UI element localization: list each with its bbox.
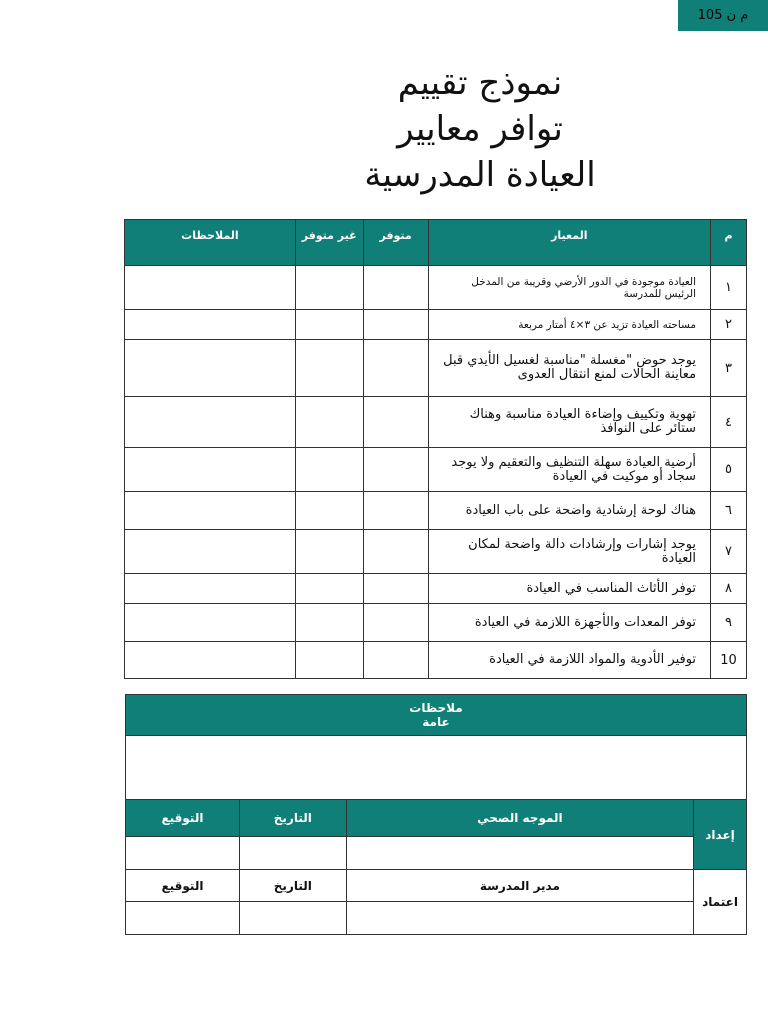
header-not-available: غير متوفر (295, 220, 363, 266)
general-notes-header-row (126, 695, 747, 736)
prepared-fill-row (126, 837, 747, 870)
header-number: م (711, 220, 747, 266)
row-criterion: توفير الأدوية والمواد اللازمة في العيادة (428, 642, 710, 679)
table-row (125, 397, 747, 448)
title-line-3: العيادة المدرسية (364, 155, 596, 195)
row-number: ٧ (711, 530, 747, 574)
prepared-signature-label: التوقيع (126, 800, 240, 837)
school-principal-name-field[interactable] (346, 902, 693, 935)
approved-date-field[interactable] (239, 902, 346, 935)
not-available-cell[interactable] (295, 574, 363, 604)
notes-cell[interactable] (125, 340, 296, 397)
row-criterion: يوجد حوض "مغسلة "مناسبة لغسيل الأيدي قبل معاينة الحالات لمنع انتقال العدوى (428, 340, 710, 397)
available-cell[interactable] (363, 492, 428, 530)
prepared-header-row (126, 800, 747, 837)
notes-cell[interactable] (125, 266, 296, 310)
approved-fill-row (126, 902, 747, 935)
row-number: ١ (711, 266, 747, 310)
prepared-date-field[interactable] (239, 837, 346, 870)
not-available-cell[interactable] (295, 340, 363, 397)
not-available-cell[interactable] (295, 530, 363, 574)
row-number: ٥ (711, 448, 747, 492)
row-criterion: توفر الأثاث المناسب في العيادة (428, 574, 710, 604)
header-criterion: المعيار (428, 220, 710, 266)
general-notes-field[interactable] (126, 736, 747, 800)
criteria-header-row (125, 220, 747, 266)
approved-signature-label: التوقيع (126, 870, 240, 902)
notes-cell[interactable] (125, 604, 296, 642)
row-number: ٢ (711, 310, 747, 340)
row-number: ٣ (711, 340, 747, 397)
notes-cell[interactable] (125, 397, 296, 448)
row-criterion: مساحته العيادة تزيد عن ٣×٤ أمتار مربعة (428, 310, 710, 340)
approved-date-label: التاريخ (239, 870, 346, 902)
school-principal-label: مدير المدرسة (346, 870, 693, 902)
table-row (125, 448, 747, 492)
notes-cell[interactable] (125, 530, 296, 574)
health-supervisor-name-field[interactable] (346, 837, 693, 870)
row-criterion: تهوية وتكييف وإضاءة العيادة مناسبة وهناك ستائر على النوافذ (428, 397, 710, 448)
table-row (125, 310, 747, 340)
title-line-2: توافر معايير (397, 109, 563, 149)
table-row (125, 642, 747, 679)
not-available-cell[interactable] (295, 448, 363, 492)
row-number: ٩ (711, 604, 747, 642)
prepared-date-label: التاريخ (239, 800, 346, 837)
notes-cell[interactable] (125, 448, 296, 492)
not-available-cell[interactable] (295, 492, 363, 530)
approved-header-row (126, 870, 747, 902)
header-notes: الملاحظات (125, 220, 296, 266)
approved-signature-field[interactable] (126, 902, 240, 935)
available-cell[interactable] (363, 340, 428, 397)
row-number: ٨ (711, 574, 747, 604)
prepared-signature-field[interactable] (126, 837, 240, 870)
general-notes-row (126, 736, 747, 800)
available-cell[interactable] (363, 642, 428, 679)
row-criterion: يوجد إشارات وإرشادات دالة واضحة لمكان العيادة (428, 530, 710, 574)
table-row (125, 574, 747, 604)
criteria-table (124, 219, 747, 679)
table-row (125, 340, 747, 397)
row-criterion: أرضية العيادة سهلة التنظيف والتعقيم ولا يوجد سجاد أو موكيت في العيادة (428, 448, 710, 492)
form-code-badge: م ن 105 (678, 0, 768, 31)
row-criterion: هناك لوحة إرشادية واضحة على باب العيادة (428, 492, 710, 530)
not-available-cell[interactable] (295, 642, 363, 679)
not-available-cell[interactable] (295, 397, 363, 448)
not-available-cell[interactable] (295, 266, 363, 310)
table-row (125, 530, 747, 574)
notes-cell[interactable] (125, 492, 296, 530)
row-number: ٦ (711, 492, 747, 530)
available-cell[interactable] (363, 530, 428, 574)
table-row (125, 266, 747, 310)
general-notes-header: ملاحظات عامة (126, 695, 747, 736)
available-cell[interactable] (363, 448, 428, 492)
not-available-cell[interactable] (295, 604, 363, 642)
table-row (125, 492, 747, 530)
notes-cell[interactable] (125, 310, 296, 340)
prepared-label: إعداد (694, 800, 747, 870)
available-cell[interactable] (363, 397, 428, 448)
not-available-cell[interactable] (295, 310, 363, 340)
notes-cell[interactable] (125, 642, 296, 679)
row-number: ٤ (711, 397, 747, 448)
header-available: متوفر (363, 220, 428, 266)
available-cell[interactable] (363, 574, 428, 604)
available-cell[interactable] (363, 266, 428, 310)
page-title (300, 60, 660, 198)
row-criterion: العيادة موجودة في الدور الأرضي وقريبة من المدخل الرئيس للمدرسة (428, 266, 710, 310)
row-number: 10 (711, 642, 747, 679)
signature-table (125, 694, 747, 935)
available-cell[interactable] (363, 604, 428, 642)
approved-label: اعتماد (694, 870, 747, 935)
table-row (125, 604, 747, 642)
health-supervisor-label: الموجه الصحي (346, 800, 693, 837)
title-line-1: نموذج تقييم (397, 63, 563, 103)
available-cell[interactable] (363, 310, 428, 340)
row-criterion: توفر المعدات والأجهزة اللازمة في العيادة (428, 604, 710, 642)
notes-cell[interactable] (125, 574, 296, 604)
